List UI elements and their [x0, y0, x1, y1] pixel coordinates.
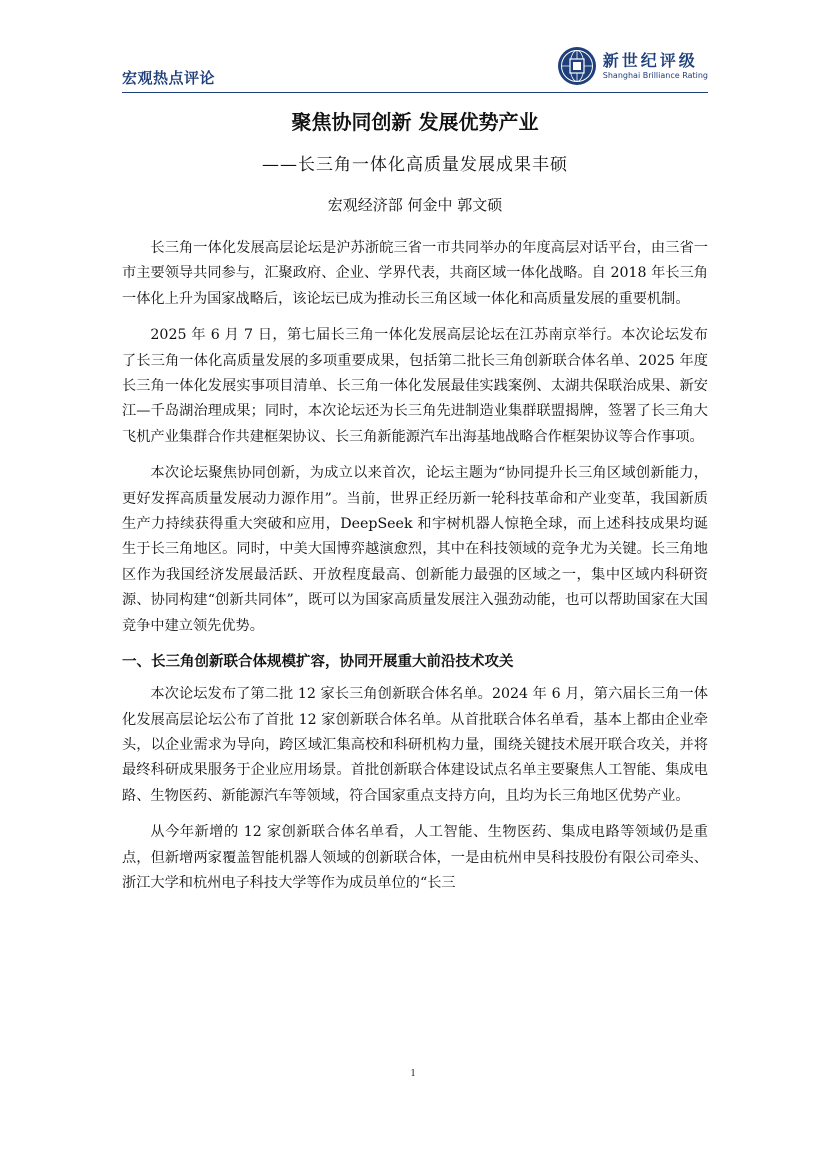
logo-english-name: Shanghai Brilliance Rating [602, 71, 708, 80]
article-title: 聚焦协同创新 发展优势产业 [291, 110, 539, 134]
section-heading: 一、长三角创新联合体规模扩容，协同开展重大前沿技术攻关 [122, 654, 514, 671]
company-logo [557, 46, 708, 86]
paragraph: 长三角一体化发展高层论坛是沪苏浙皖三省一市共同举办的年度高层对话平台，由三省一市主要领导共同参与，汇聚政府、企业、学界代表，共商区域一体化战略。自 2018 年长三角一体化上升为国家战略后，该论坛已成为推动长三角区域一体化和高质量发展的重要机制。 [122, 240, 708, 307]
paragraph: 本次论坛发布了第二批 12 家长三角创新联合体名单。2024 年 6 月，第六届长三角一体化发展高层论坛公布了首批 12 家创新联合体名单。从首批联合体名单看，基本上都由企业牵头，以企业需求为导向，跨区域汇集高校和科研机构力量，围绕关键技术展开联合攻关，并将最终科研成果服务于企业应用场景。首批创新联合体建设试点名单主要聚焦人工智能、集成电路、生物医药、新能源汽车等领域，符合国家重点支持方向，且均为长三角地区优势产业。 [122, 686, 708, 804]
section-tag: 宏观热点评论 [122, 69, 216, 87]
page-number: 1 [410, 1068, 416, 1079]
article-authors: 宏观经济部 何金中 郭文硕 [327, 196, 503, 214]
page-header [122, 40, 708, 93]
article-subtitle: ——长三角一体化高质量发展成果丰硕 [262, 155, 568, 175]
title-block [122, 108, 708, 216]
logo-chinese-name: 新世纪评级 [602, 51, 698, 70]
globe-logo-icon [557, 46, 597, 86]
paragraph: 2025 年 6 月 7 日，第七届长三角一体化发展高层论坛在江苏南京举行。本次论坛发布了长三角一体化高质量发展的多项重要成果，包括第二批长三角创新联合体名单、2025 年度长三角一体化发展实事项目清单、长三角一体化发展最佳实践案例、太湖共保联治成果、新安江—千岛湖治理成果；同时，本次论坛还为长三角先进制造业集群联盟揭牌，签署了长三角大飞机产业集群合作共建框架协议、长三角新能源汽车出海基地战略合作框架协议等合作事项。 [122, 327, 708, 445]
paragraph: 从今年新增的 12 家创新联合体名单看，人工智能、生物医药、集成电路等领域仍是重点，但新增两家覆盖智能机器人领域的创新联合体，一是由杭州申昊科技股份有限公司牵头、浙江大学和杭州电子科技大学等作为成员单位的“长三 [122, 824, 708, 891]
paragraph: 本次论坛聚焦协同创新，为成立以来首次，论坛主题为“协同提升长三角区域创新能力，更好发挥高质量发展动力源作用”。当前，世界正经历新一轮科技革命和产业变革，我国新质生产力持续获得重大突破和应用，DeepSeek 和宇树机器人惊艳全球，而上述科技成果均诞生于长三角地区。同时，中美大国博弈越演愈烈，其中在科技领域的竞争尤为关键。长三角地区作为我国经济发展最活跃、开放程度最高、创新能力最强的区域之一，集中区域内科研资源、协同构建“创新共同体”，既可以为国家高质量发展注入强劲动能，也可以帮助国家在大国竞争中建立领先优势。 [122, 465, 708, 634]
article-body [122, 236, 708, 907]
